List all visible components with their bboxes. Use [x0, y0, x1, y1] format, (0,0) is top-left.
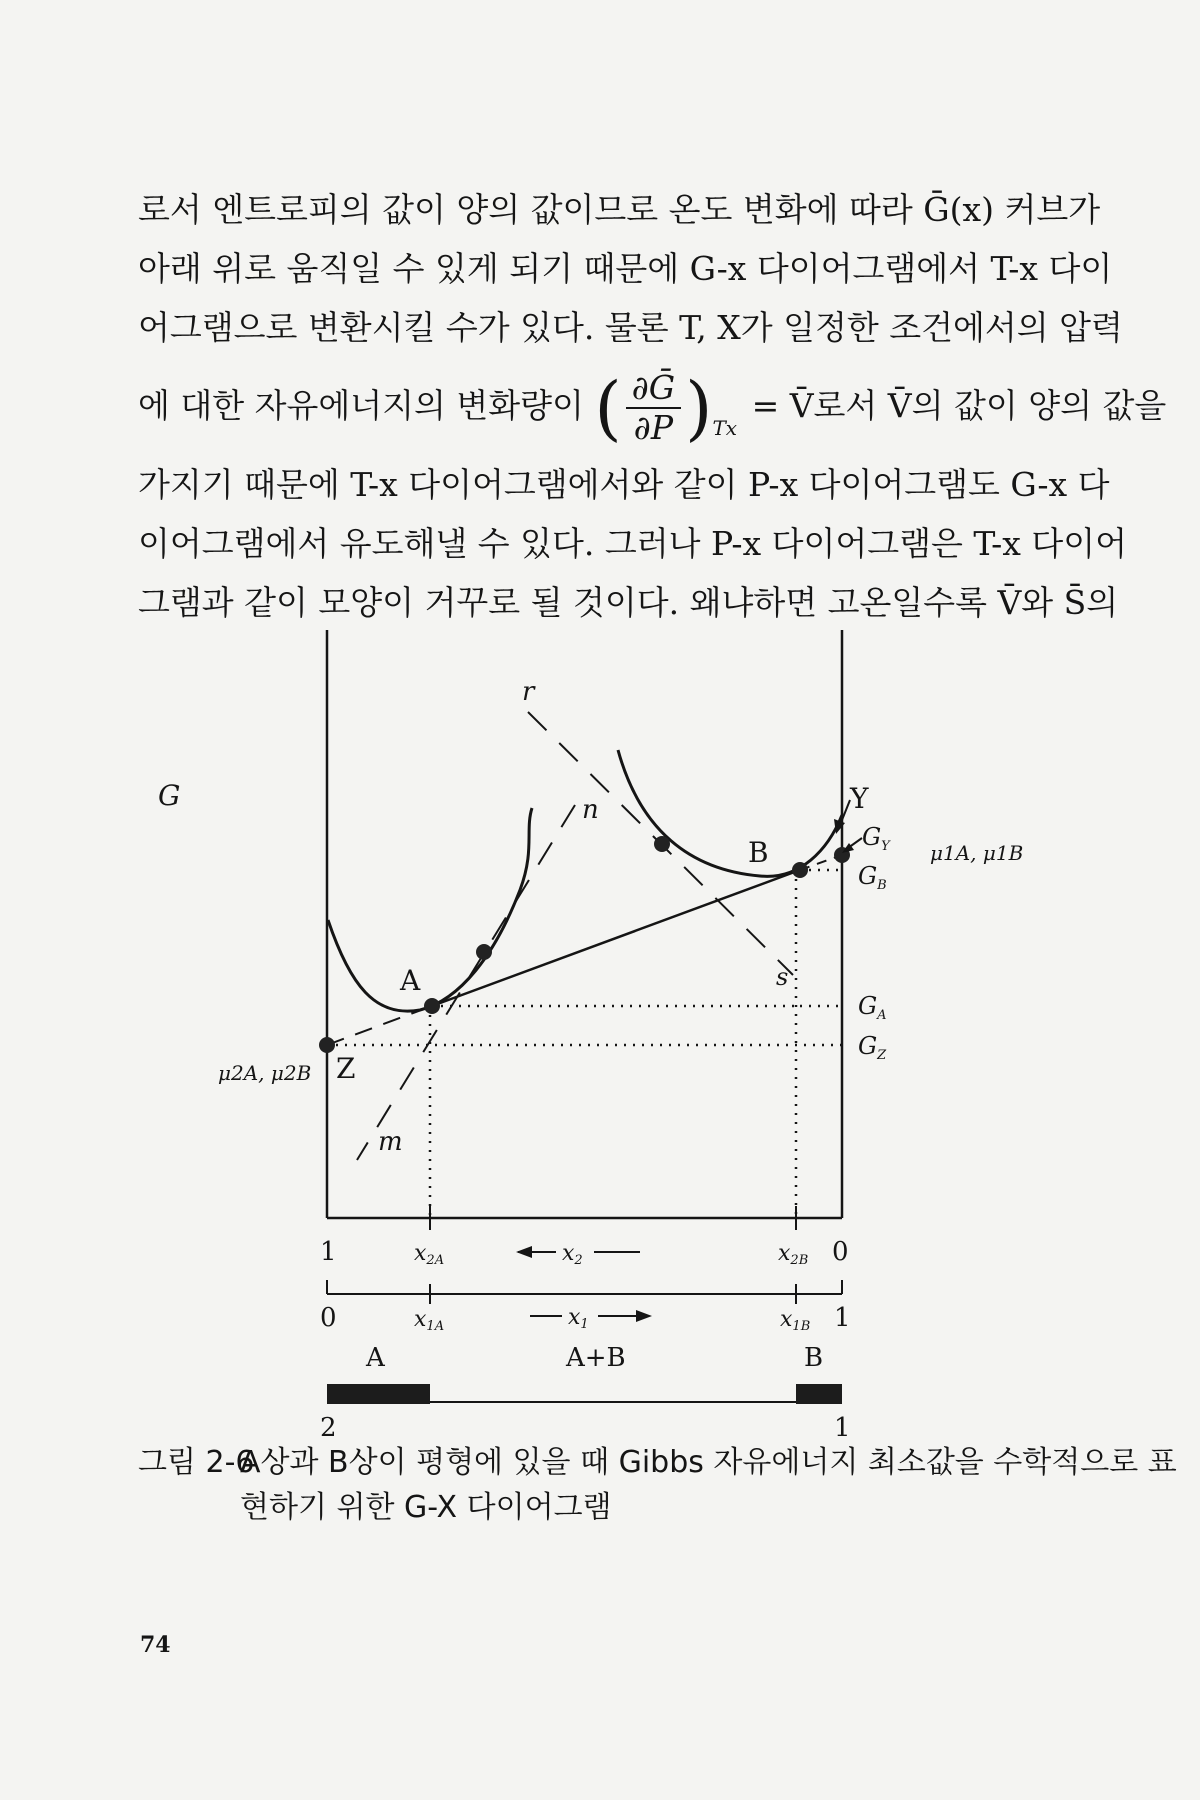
formula-paren-right: ): [685, 367, 713, 449]
x2-arrow-head: [516, 1246, 532, 1258]
label-z: Z: [336, 1052, 356, 1085]
phase-bar-right-number: 1: [834, 1413, 851, 1443]
phase-label-a: A: [366, 1343, 385, 1373]
x1-arrow-label: x1: [568, 1305, 589, 1332]
label-n: n: [582, 795, 599, 825]
figure-caption: [138, 1440, 1177, 1530]
caption-line: 현하기 위한 G-X 다이어그램: [240, 1490, 612, 1525]
formula-paren-left: (: [594, 367, 622, 449]
phase-bar-a-region: [327, 1384, 430, 1404]
point-b: [792, 862, 808, 878]
x1-arrow-head: [636, 1310, 652, 1322]
label-s: s: [776, 963, 789, 991]
paragraph-line: 어그램으로 변환시킬 수가 있다. 물론 T, X가 일정한 조건에서의 압력: [138, 308, 1123, 347]
x1-axis-right-value: 1: [834, 1303, 851, 1333]
x2b-label: x2B: [778, 1241, 809, 1268]
phase-bar-left-number: 2: [320, 1413, 337, 1443]
label-a: A: [400, 964, 421, 997]
x2-axis-left-value: 1: [320, 1237, 337, 1267]
paragraph-text: = V̄로서 V̄의 값이 양의 값을: [751, 386, 1167, 425]
paragraph-line: 이어그램에서 유도해낼 수 있다. 그러나 P-x 다이어그램은 T-x 다이어: [138, 524, 1128, 563]
page-number: 74: [140, 1632, 171, 1658]
point-z: [319, 1037, 335, 1053]
paragraph-line: 가지기 때문에 T-x 다이어그램에서와 같이 P-x 다이어그램도 G-x 다: [138, 465, 1110, 504]
label-gy: $G_Y$: [862, 823, 890, 854]
x2-axis-right-value: 0: [832, 1237, 849, 1267]
caption-text: A상과 B상이 평형에 있을 때 Gibbs 자유에너지 최소값을 수학적으로 표: [240, 1445, 1177, 1480]
label-b: B: [748, 836, 769, 869]
x1-axis-left-value: 0: [320, 1303, 337, 1333]
g-axis-label: G: [158, 779, 181, 812]
x2-arrow-label: x2: [562, 1241, 583, 1268]
label-r: r: [522, 677, 535, 707]
formula-subscript: Tx: [712, 416, 738, 440]
paragraph-line: 그램과 같이 모양이 거꾸로 될 것이다. 왜냐하면 고온일수록 V̄와 S̄의: [138, 583, 1119, 622]
label-mu-right: μ1A, μ1B: [930, 841, 1024, 865]
label-m: m: [378, 1127, 403, 1157]
x1b-label: x1B: [780, 1307, 811, 1334]
formula-numerator: ∂Ḡ: [626, 369, 681, 409]
point-tangent-rs: [654, 836, 670, 852]
paragraph-line: 아래 위로 움직일 수 있게 되기 때문에 G-x 다이어그램에서 T-x 다이: [138, 249, 1113, 288]
label-gb: $G_B$: [858, 862, 887, 893]
label-gz: $G_Z$: [858, 1032, 887, 1063]
paragraph-text: 에 대한 자유에너지의 변화량이: [138, 386, 584, 425]
caption-line: [138, 1440, 1177, 1485]
phase-label-b: B: [804, 1343, 824, 1373]
paragraph-line: 로서 엔트로피의 값이 양의 값이므로 온도 변화에 따라 Ḡ(x) 커브가: [138, 190, 1101, 229]
caption-number: 그림 2-6: [138, 1445, 255, 1480]
x1a-label: x1A: [414, 1307, 445, 1334]
x2a-label: x2A: [414, 1241, 445, 1268]
label-ga: $G_A$: [858, 992, 887, 1023]
label-y: Y: [850, 782, 869, 815]
label-mu-left: μ2A, μ2B: [218, 1061, 312, 1085]
phase-bar-b-region: [796, 1384, 842, 1404]
phase-b-curve: [618, 750, 842, 876]
formula-denominator: ∂P: [633, 408, 674, 447]
common-tangent-line: [432, 870, 800, 1006]
phase-label-ab: A+B: [566, 1343, 626, 1373]
point-tangent-nm: [476, 944, 492, 960]
point-a: [424, 998, 440, 1014]
